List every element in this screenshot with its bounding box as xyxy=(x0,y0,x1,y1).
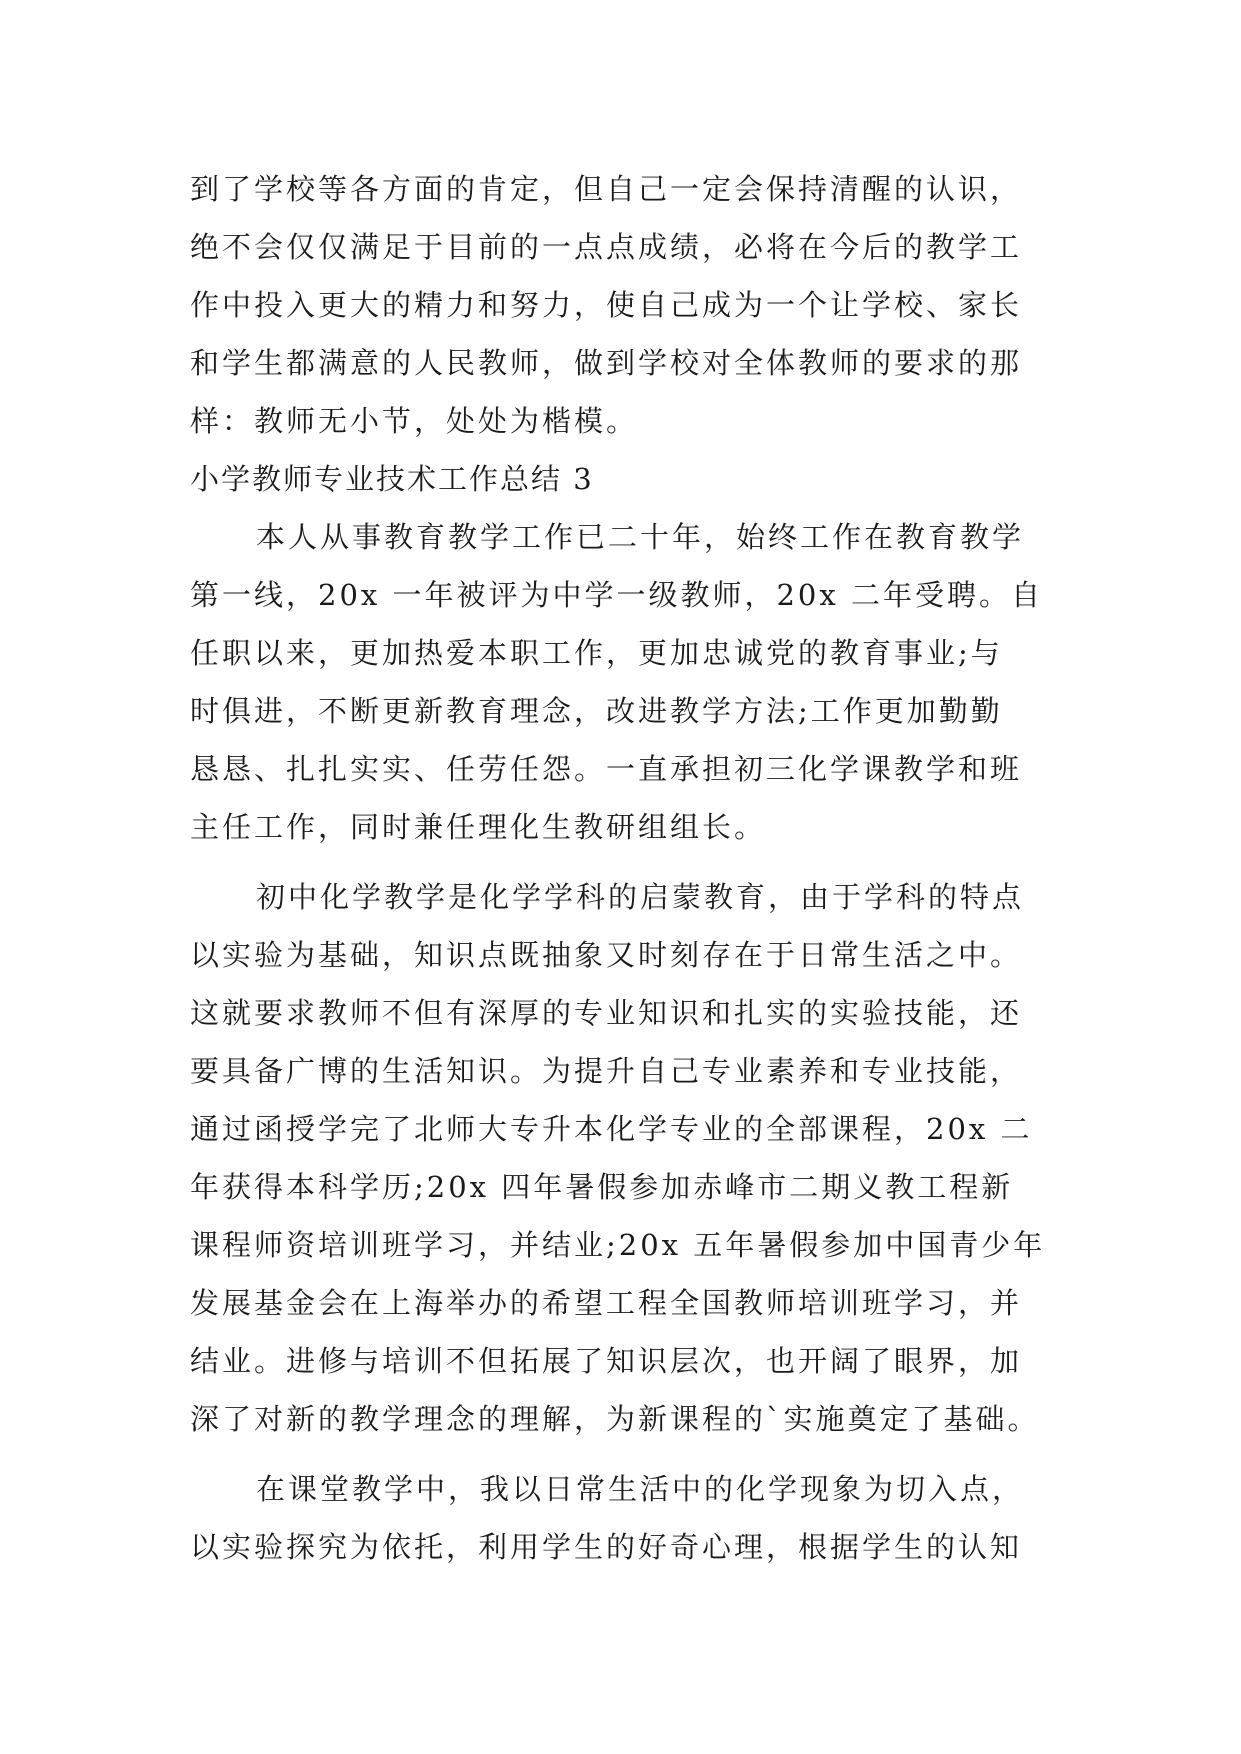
text-line: 第一线，20x 一年被评为中学一级教师，20x 二年受聘。自 xyxy=(190,578,1043,612)
text-line: 年获得本科学历;20x 四年暑假参加赤峰市二期义教工程新 xyxy=(190,1170,1014,1204)
paragraph-spacer xyxy=(190,856,1050,868)
section-title: 小学教师专业技术工作总结 3 xyxy=(190,462,594,496)
text-line: 深了对新的教学理念的理解，为新课程的`实施奠定了基础。 xyxy=(190,1402,1040,1436)
text-line: 在课堂教学中，我以日常生活中的化学现象为切入点， xyxy=(256,1472,1025,1506)
text-line: 结业。进修与培训不但拓展了知识层次，也开阔了眼界，加 xyxy=(190,1344,1023,1378)
text-line: 发展基金会在上海举办的希望工程全国教师培训班学习，并 xyxy=(190,1286,1023,1320)
text-line: 时俱进，不断更新教育理念，改进教学方法;工作更加勤勤 xyxy=(190,694,1003,728)
text-line: 以实验为基础，知识点既抽象又时刻存在于日常生活之中。 xyxy=(190,938,1023,972)
document-body xyxy=(190,160,1050,1576)
text-line: 样：教师无小节，处处为楷模。 xyxy=(190,404,639,438)
text-line: 作中投入更大的精力和努力，使自己成为一个让学校、家长 xyxy=(190,288,1023,322)
text-line: 以实验探究为依托，利用学生的好奇心理，根据学生的认知 xyxy=(190,1530,1023,1564)
text-line: 任职以来，更加热爱本职工作，更加忠诚党的教育事业;与 xyxy=(190,636,1003,670)
text-line: 课程师资培训班学习，并结业;20x 五年暑假参加中国青少年 xyxy=(190,1228,1046,1262)
paragraph-spacer xyxy=(190,1448,1050,1460)
paragraph-2 xyxy=(190,868,1050,1448)
text-line: 通过函授学完了北师大专升本化学专业的全部课程，20x 二 xyxy=(190,1112,1033,1146)
paragraph-1 xyxy=(190,508,1050,856)
text-line: 本人从事教育教学工作已二十年，始终工作在教育教学 xyxy=(256,520,1025,554)
text-line: 和学生都满意的人民教师，做到学校对全体教师的要求的那 xyxy=(190,346,1023,380)
text-line: 要具备广博的生活知识。为提升自己专业素养和专业技能， xyxy=(190,1054,1023,1088)
text-line: 到了学校等各方面的肯定，但自己一定会保持清醒的认识， xyxy=(190,172,1023,206)
paragraph-3 xyxy=(190,1460,1050,1576)
intro-paragraph xyxy=(190,160,1050,450)
text-line: 恳恳、扎扎实实、任劳任怨。一直承担初三化学课教学和班 xyxy=(190,752,1023,786)
text-line: 这就要求教师不但有深厚的专业知识和扎实的实验技能，还 xyxy=(190,996,1023,1030)
text-line: 主任工作，同时兼任理化生教研组组长。 xyxy=(190,810,767,844)
text-line: 绝不会仅仅满足于目前的一点点成绩，必将在今后的教学工 xyxy=(190,230,1023,264)
text-line: 初中化学教学是化学学科的启蒙教育，由于学科的特点 xyxy=(256,880,1025,914)
